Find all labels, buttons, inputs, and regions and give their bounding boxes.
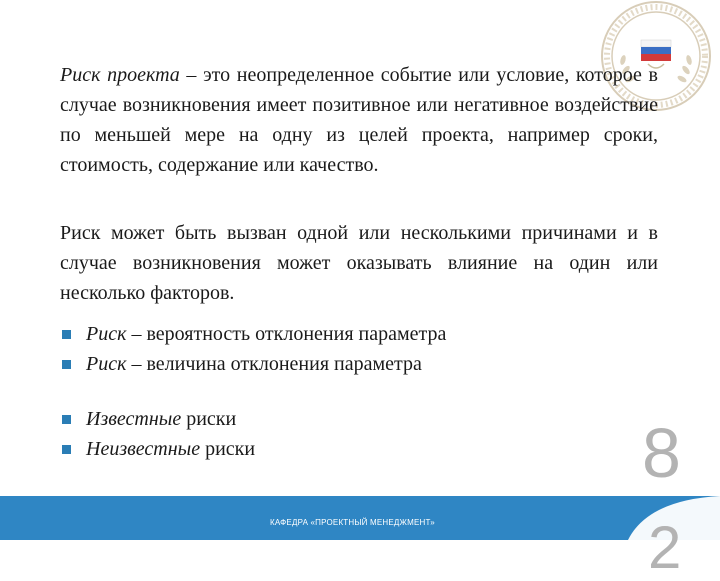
- square-bullet-icon: [62, 415, 71, 424]
- bullet-list-risk-measures: [62, 319, 622, 379]
- bullet-term: Известные: [86, 408, 182, 430]
- list-item: [62, 404, 622, 434]
- square-bullet-icon: [62, 360, 71, 369]
- bullet-text: – вероятность отклонения параметра: [126, 323, 447, 345]
- risk-definition-paragraph: [60, 60, 658, 180]
- list-item: [62, 319, 622, 349]
- risk-causes-text: Риск может быть вызван одной или несколькими причинами и в случае возникновения может оказывать влияние на один или несколько факторов.: [60, 222, 658, 304]
- slide-number-second-digit: 2: [648, 514, 682, 581]
- list-item: [62, 434, 622, 464]
- bullet-term: Риск: [86, 323, 127, 345]
- bullet-text: риски: [181, 408, 237, 430]
- risk-causes-paragraph: [60, 218, 658, 308]
- bullet-list-risk-types: [62, 404, 622, 464]
- bullet-term: Неизвестные: [86, 438, 201, 460]
- list-item: [62, 349, 622, 379]
- footer-department-label: КАФЕДРА «ПРОЕКТНЫЙ МЕНЕДЖМЕНТ»: [270, 518, 435, 527]
- square-bullet-icon: [62, 445, 71, 454]
- risk-definition-term: Риск проекта: [60, 64, 180, 86]
- square-bullet-icon: [62, 330, 71, 339]
- bullet-text: – величина отклонения параметра: [126, 353, 422, 375]
- slide-number: 8: [642, 414, 681, 492]
- bullet-term: Риск: [86, 353, 127, 375]
- risk-definition-text: – это неопределенное событие или условие, которое в случае возникновения имеет позитивное или негативное воздействие по меньшей мере на одну из целей проекта, например сроки, стоимость, содержание или качество.: [60, 64, 658, 176]
- bullet-text: риски: [200, 438, 256, 460]
